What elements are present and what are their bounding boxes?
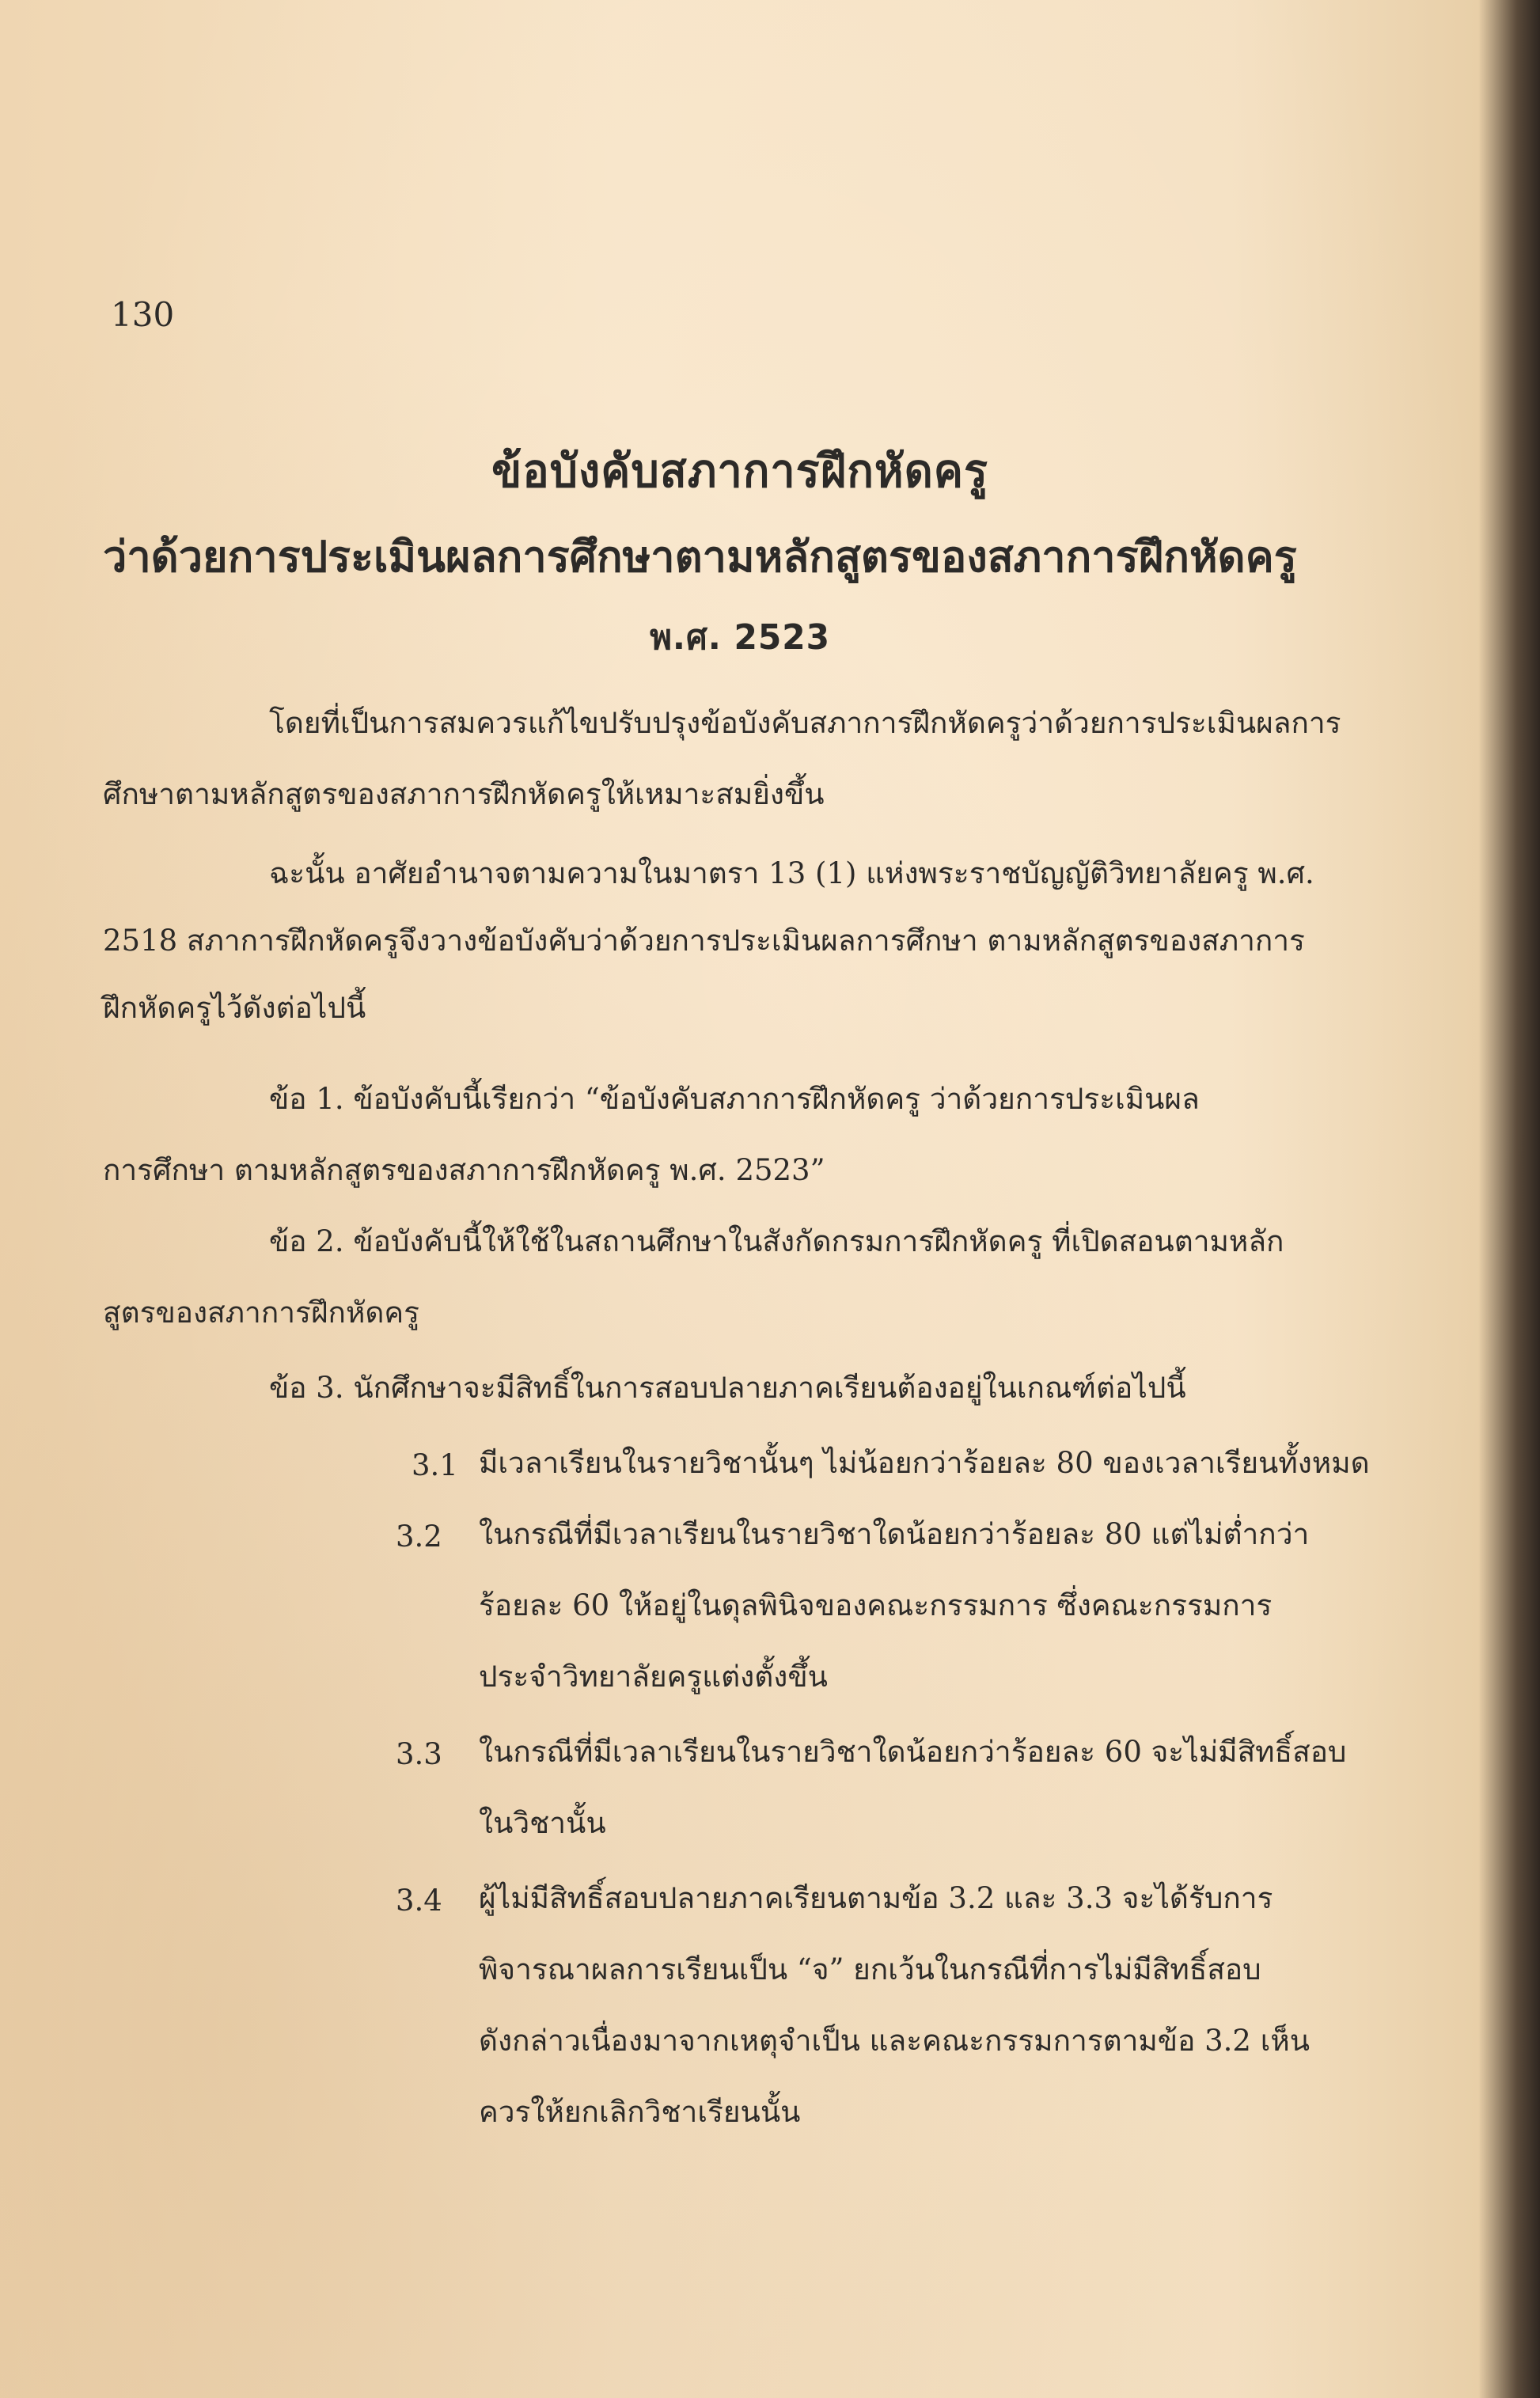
regulation-year: พ.ศ. 2523: [650, 617, 831, 658]
subclause-number: 3.1: [412, 1448, 458, 1482]
preamble-line-1: โดยที่เป็นการสมควรแก้ไขปรับปรุงข้อบังคับสภาการฝึกหัดครูว่าด้วยการประเมินผลการ: [269, 706, 1341, 740]
regulation-title: ข้อบังคับสภาการฝึกหัดครู: [491, 444, 988, 498]
clause-1-line-1: ข้อ 1. ข้อบังคับนี้เรียกว่า “ข้อบังคับสภาการฝึกหัดครู ว่าด้วยการประเมินผล: [269, 1082, 1200, 1116]
authority-line-1: ฉะนั้น อาศัยอำนาจตามความในมาตรา 13 (1) แห่งพระราชบัญญัติวิทยาลัยครู พ.ศ.: [269, 856, 1314, 890]
subclause-3-2-line-3: ประจำวิทยาลัยครูแต่งตั้งขึ้น: [479, 1660, 828, 1694]
page-number: 130: [111, 295, 175, 334]
clause-2-line-1: ข้อ 2. ข้อบังคับนี้ให้ใช้ในสถานศึกษาในสังกัดกรมการฝึกหัดครู ที่เปิดสอนตามหลัก: [269, 1224, 1284, 1258]
subclause-number: 3.3: [396, 1737, 442, 1771]
subclause-3-2-line-2: ร้อยละ 60 ให้อยู่ในดุลพินิจของคณะกรรมการ ซึ่งคณะกรรมการ: [479, 1588, 1273, 1622]
subclause-3-2-line-1: ในกรณีที่มีเวลาเรียนในรายวิชาใดน้อยกว่าร้อยละ 80 แต่ไม่ต่ำกว่า: [479, 1517, 1310, 1551]
subclause-3-4-line-3: ดังกล่าวเนื่องมาจากเหตุจำเป็น และคณะกรรมการตามข้อ 3.2 เห็น: [479, 2024, 1311, 2058]
subclause-3-3-line-1: ในกรณีที่มีเวลาเรียนในรายวิชาใดน้อยกว่าร้อยละ 60 จะไม่มีสิทธิ์สอบ: [479, 1735, 1347, 1769]
subclause-number: 3.2: [396, 1520, 442, 1554]
subclause-3-4-line-1: ผู้ไม่มีสิทธิ์สอบปลายภาคเรียนตามข้อ 3.2 และ 3.3 จะได้รับการ: [479, 1881, 1273, 1915]
clause-2-line-2: สูตรของสภาการฝึกหัดครู: [103, 1296, 419, 1330]
subclause-3-3-line-2: ในวิชานั้น: [479, 1806, 606, 1840]
subclause-3-4-line-4: ควรให้ยกเลิกวิชาเรียนนั้น: [479, 2095, 801, 2129]
clause-3-line-1: ข้อ 3. นักศึกษาจะมีสิทธิ์ในการสอบปลายภาคเรียนต้องอยู่ในเกณฑ์ต่อไปนี้: [269, 1371, 1186, 1405]
subclause-3-4-line-2: พิจารณาผลการเรียนเป็น “จ” ยกเว้นในกรณีที่การไม่มีสิทธิ์สอบ: [479, 1952, 1261, 1986]
authority-line-2: 2518 สภาการฝึกหัดครูจึงวางข้อบังคับว่าด้วยการประเมินผลการศึกษา ตามหลักสูตรของสภาการ: [103, 924, 1305, 958]
preamble-line-2: ศึกษาตามหลักสูตรของสภาการฝึกหัดครูให้เหมาะสมยิ่งขึ้น: [103, 777, 825, 811]
subclause-3-1-line-1: มีเวลาเรียนในรายวิชานั้นๆ ไม่น้อยกว่าร้อยละ 80 ของเวลาเรียนทั้งหมด: [479, 1446, 1370, 1480]
regulation-subtitle: ว่าด้วยการประเมินผลการศึกษาตามหลักสูตรของสภาการฝึกหัดครู: [103, 532, 1297, 582]
authority-line-3: ฝึกหัดครูไว้ดังต่อไปนี้: [103, 991, 366, 1025]
clause-1-line-2: การศึกษา ตามหลักสูตรของสภาการฝึกหัดครู พ.ศ. 2523”: [103, 1153, 825, 1187]
subclause-number: 3.4: [396, 1884, 442, 1918]
